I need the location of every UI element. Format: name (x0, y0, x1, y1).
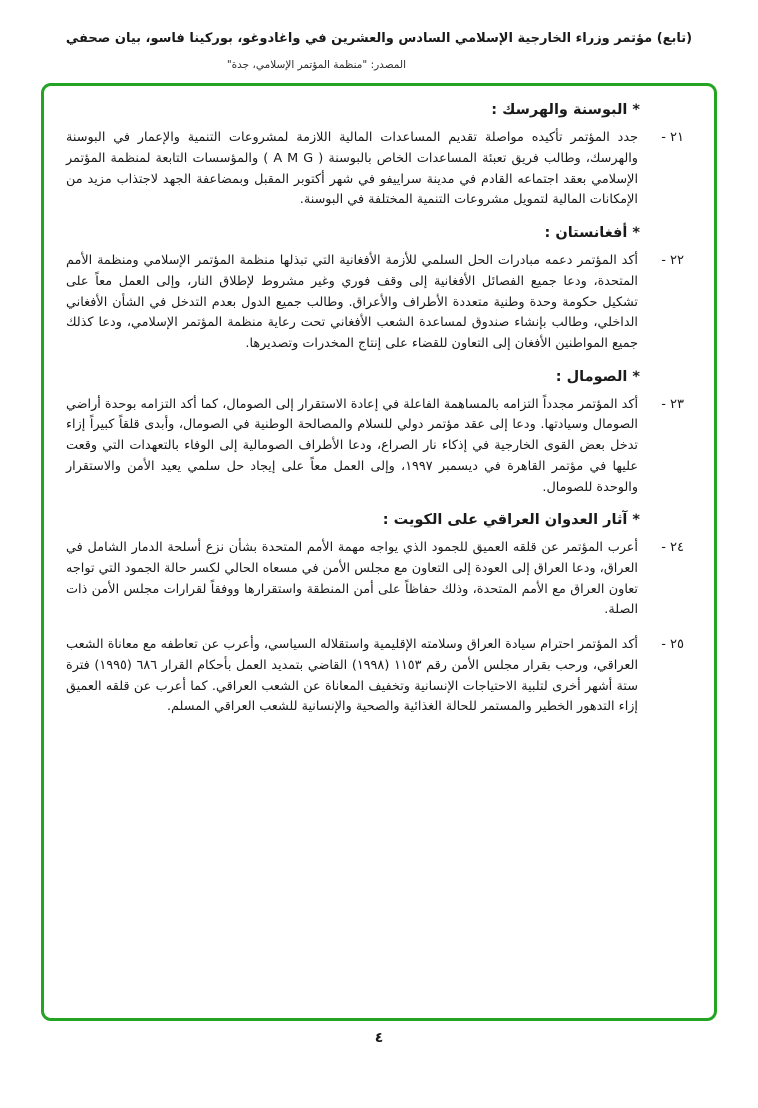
item-text: أعرب المؤتمر عن قلقه العميق للجمود الذي يواجه مهمة الأمم المتحدة بشأن نزع أسلحة الدمار الشامل في العراق، ودعا العراق إلى العودة إلى التعاون مع مجلس الأمن في مسعاه الحالي لكسر حالة الجمود التي تواجه تعاون العراق مع الأمم المتحدة، وذلك حفاظاً على أمن المنطقة واستقرارها ووفقاً لقرارات مجلس الأمن ذات الصلة. (66, 540, 638, 618)
list-item-24 (66, 538, 684, 621)
item-number: ٢٥ - (661, 637, 684, 653)
section-title-iraqi-aggression-kuwait: * آثار العدوان العراقي على الكويت : (382, 512, 640, 529)
document-source-line: المصدر: "منظمة المؤتمر الإسلامي، جدة" (226, 59, 406, 72)
item-text: أكد المؤتمر دعمه مبادرات الحل السلمي للأزمة الأفغانية التي تبذلها منظمة المؤتمر الإسلامي ومنظمة الأمم المتحدة، ودعا جميع الفصائل الأفغانية إلى وقف فوري وغير مشروط لإطلاق النار، وإلى العمل معاً على تشكيل حكومة وحدة وطنية متعددة الأطراف والأعراق. وطالب جميع الدول بعدم التدخل في الشأن الأفغاني الداخلي، وطالب بإنشاء صندوق لمساعدة الشعب الأفغاني تحت رعاية منظمة المؤتمر الإسلامي، ودعا كذلك جميع المواطنين الأفغان إلى التعاون للقضاء على إنتاج المخدرات وتصديرها. (66, 253, 638, 351)
item-number: ٢٤ - (661, 540, 684, 556)
list-item-23 (66, 395, 684, 499)
document-header-title: (تابع) مؤتمر وزراء الخارجية الإسلامي السادس والعشرين في واغادوغو، بوركينا فاسو، بيان صحفي (65, 31, 693, 46)
content-border-box (41, 83, 717, 1021)
section-title-afghanistan: * أفغانستان : (544, 225, 640, 242)
document-page (0, 30, 758, 1108)
section-title-bosnia: * البوسنة والهرسك : (491, 102, 640, 119)
item-number: ٢٢ - (661, 253, 684, 269)
section-title-somalia: * الصومال : (555, 368, 640, 385)
list-item-25 (66, 635, 684, 718)
page-number: ٤ (374, 1030, 384, 1047)
item-text: جدد المؤتمر تأكيده مواصلة تقديم المساعدات المالية اللازمة لمشروعات التنمية والإعمار في البوسنة والهرسك، وطالب فريق تعبئة المساعدات الخاص بالبوسنة ( A M G ) والمؤسسات التابعة لمنظمة المؤتمر الإسلامي بعقد اجتماعه القادم في مدينة سراييفو في شهر أكتوبر المقبل وبمضاعفة الجهد لاجتذاب مزيد من الإمكانات المالية لتمويل مشروعات التنمية المختلفة في البوسنة. (66, 130, 638, 208)
item-number: ٢١ - (661, 130, 684, 146)
list-item-22 (66, 251, 684, 355)
list-item-21 (66, 128, 684, 211)
item-text: أكد المؤتمر احترام سيادة العراق وسلامته الإقليمية واستقلاله السياسي، وأعرب عن تعاطفه مع معاناة الشعب العراقي، ورحب بقرار مجلس الأمن رقم ١١٥٣ (١٩٩٨) القاضي بتمديد العمل بأحكام القرار ٦٨٦ (١٩٩٥) فترة ستة أشهر أخرى لتلبية الاحتياجات الإنسانية وتخفيف المعاناة عن الشعب العراقي. كما أعرب عن قلقه العميق إزاء التدهور الخطير والمستمر للحالة الغذائية والصحية والإنسانية للشعب العراقي المسلم. (66, 637, 639, 715)
item-number: ٢٣ - (661, 396, 684, 412)
item-text: أكد المؤتمر مجدداً التزامه بالمساهمة الفاعلة في إعادة الاستقرار إلى الصومال، كما أكد التزامه بوحدة أراضي الصومال وسيادتها. ودعا إلى عقد مؤتمر دولي للسلام والمصالحة الوطنية في الصومال، وأبدى قلقاً كبيراً إزاء تدخل بعض القوى الخارجية في إذكاء نار الصراع، ودعا الأطراف الصومالية إلى الوفاء بالتعهدات التي وقعت عليها في مؤتمر القاهرة في ديسمبر ١٩٩٧، وإلى العمل معاً على إيجاد حل سلمي يعيد الأمن والاستقرار والوحدة للصومال. (66, 396, 638, 495)
